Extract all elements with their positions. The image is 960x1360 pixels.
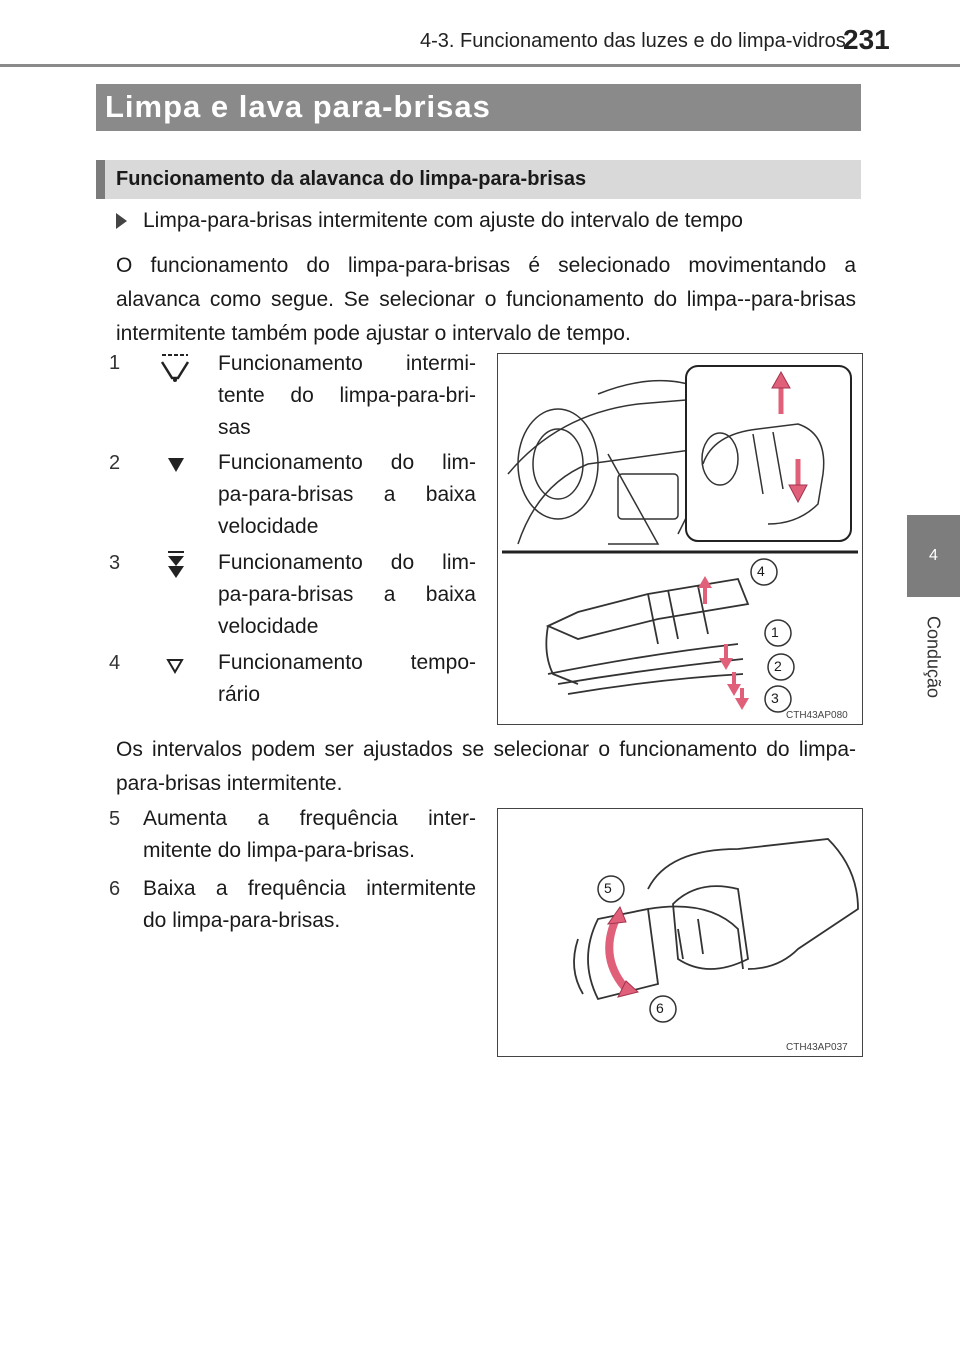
mode-3-line-1: Funcionamento do lim-	[218, 551, 476, 574]
wiper-lever-illustration	[498, 354, 862, 724]
figure-interval-knob	[497, 808, 863, 1057]
mode-number-4: 4	[109, 652, 121, 674]
mode-2-text	[218, 447, 476, 543]
mode-number-1: 1	[109, 352, 121, 374]
adjust-6-line-1: Baixa a frequência intermitente	[143, 877, 476, 900]
mode-1-line-2: tente do limpa-para-bri-	[218, 384, 476, 407]
high-speed-icon	[166, 550, 186, 580]
mode-4-text	[218, 647, 476, 711]
running-header-title: 4-3. Funcionamento das luzes e do limpa-vidros	[420, 30, 846, 52]
mist-icon	[166, 658, 184, 674]
bullet-arrow-icon	[116, 213, 127, 229]
callout-2: 2	[774, 658, 782, 674]
subsection-heading-bar	[96, 160, 105, 199]
callout-4: 4	[757, 563, 765, 579]
mode-3-line-3: velocidade	[218, 615, 319, 638]
mode-2-line-1: Funcionamento do lim-	[218, 451, 476, 474]
mode-3-text	[218, 547, 476, 643]
chapter-label-text: Condução	[923, 615, 944, 699]
adjust-number-5: 5	[109, 808, 121, 830]
section-heading-banner	[96, 84, 861, 131]
mode-2-line-3: velocidade	[218, 515, 319, 538]
mode-2-line-2: pa-para-brisas a baixa	[218, 483, 476, 506]
adjust-5-text	[143, 803, 476, 867]
adjust-5-line-1: Aumenta a frequência inter-	[143, 807, 476, 830]
intro-paragraph: O funcionamento do limpa-para-brisas é selecionado movimentando a alavanca como segue. Se selecionar o funcionamento do limpa--para-brisas intermitente também pode ajustar o intervalo de tempo.	[116, 254, 856, 345]
mode-4-line-1: Funcionamento tempo-	[218, 651, 476, 674]
subsection-heading: Funcionamento da alavanca do limpa-para-brisas	[116, 168, 587, 190]
intermittent-wiper-icon	[158, 352, 192, 382]
figure2-caption: CTH43AP037	[786, 1042, 848, 1053]
mode-3-line-2: pa-para-brisas a baixa	[218, 583, 476, 606]
mode-1-text	[218, 348, 476, 444]
callout-3: 3	[771, 690, 779, 706]
interval-paragraph: Os intervalos podem ser ajustados se selecionar o funcionamento do limpa-para-brisas intermitente.	[116, 738, 856, 795]
header-rule	[0, 64, 960, 67]
figure1-caption: CTH43AP080	[786, 710, 848, 721]
callout-1: 1	[771, 624, 779, 640]
mode-number-2: 2	[109, 452, 121, 474]
mode-1-line-3: sas	[218, 416, 251, 439]
adjust-number-6: 6	[109, 878, 121, 900]
chapter-tab: 4	[907, 515, 960, 597]
bullet-text: Limpa-para-brisas intermitente com ajuste do intervalo de tempo	[143, 209, 743, 232]
mode-number-3: 3	[109, 552, 121, 574]
mode-4-line-2: rário	[218, 683, 261, 706]
callout-5: 5	[604, 880, 612, 896]
page-number: 231	[843, 24, 890, 55]
low-speed-icon	[166, 456, 186, 474]
callout-6: 6	[656, 1000, 664, 1016]
chapter-label	[918, 602, 948, 712]
mode-1-line-1: Funcionamento intermi-	[218, 352, 476, 375]
section-heading: Limpa e lava para-brisas	[105, 89, 491, 124]
figure-wiper-lever	[497, 353, 863, 725]
adjust-6-line-2: do limpa-para-brisas.	[143, 909, 341, 932]
adjust-6-text	[143, 873, 476, 937]
subsection-heading-banner	[96, 160, 861, 199]
interval-knob-illustration	[498, 809, 862, 1056]
adjust-5-line-2: mitente do limpa-para-brisas.	[143, 839, 415, 862]
